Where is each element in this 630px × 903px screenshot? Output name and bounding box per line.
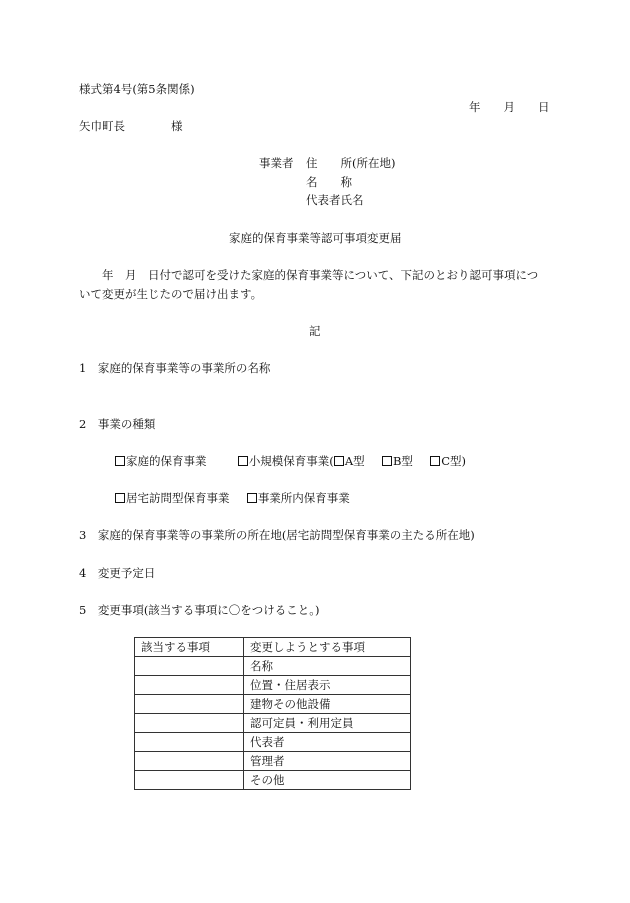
table-row bbox=[135, 733, 411, 752]
table-row bbox=[135, 752, 411, 771]
applicant-name-label: 名 称 bbox=[306, 175, 352, 189]
table-row bbox=[135, 714, 411, 733]
table-header-row bbox=[135, 638, 411, 657]
item-cell: その他 bbox=[244, 771, 411, 790]
label-type-a: A型 bbox=[344, 454, 365, 468]
item-cell: 建物その他設備 bbox=[244, 695, 411, 714]
applicable-cell[interactable] bbox=[135, 771, 244, 790]
section-5: 5 変更事項(該当する事項に〇をつけること。) bbox=[79, 603, 320, 617]
intro-line-1: 年 月 日付で認可を受けた家庭的保育事業等について、下記のとおり認可事項につ bbox=[102, 268, 539, 282]
table-row bbox=[135, 676, 411, 695]
applicable-cell[interactable] bbox=[135, 695, 244, 714]
applicable-cell[interactable] bbox=[135, 752, 244, 771]
applicable-cell[interactable] bbox=[135, 657, 244, 676]
item-cell: 認可定員・利用定員 bbox=[244, 714, 411, 733]
label-type-b: B型 bbox=[392, 454, 413, 468]
checkbox-type-c[interactable] bbox=[430, 456, 440, 466]
label-on-site: 事業所内保育事業 bbox=[257, 491, 350, 505]
intro-line-2: いて変更が生じたので届け出ます。 bbox=[79, 287, 263, 301]
item-cell: 管理者 bbox=[244, 752, 411, 771]
section-2: 2 事業の種類 bbox=[79, 417, 156, 431]
recipient: 矢巾町長 様 bbox=[79, 119, 183, 133]
table-row bbox=[135, 771, 411, 790]
applicant-representative-label: 代表者氏名 bbox=[306, 193, 364, 207]
change-items-table bbox=[134, 637, 411, 790]
applicable-cell[interactable] bbox=[135, 676, 244, 695]
table-row bbox=[135, 657, 411, 676]
label-home-based: 家庭的保育事業 bbox=[126, 454, 207, 468]
applicable-cell[interactable] bbox=[135, 714, 244, 733]
document-title: 家庭的保育事業等認可事項変更届 bbox=[229, 231, 402, 245]
checkbox-home-based[interactable] bbox=[115, 456, 125, 466]
section-1: 1 家庭的保育事業等の事業所の名称 bbox=[79, 361, 271, 375]
applicant-address-label: 住 所(所在地) bbox=[306, 156, 396, 170]
label-small-scale: 小規模保育事業( bbox=[248, 454, 334, 468]
section-4: 4 変更予定日 bbox=[79, 566, 156, 580]
label-type-c: C型 bbox=[441, 454, 462, 468]
checkbox-on-site[interactable] bbox=[247, 493, 257, 503]
checkbox-small-scale[interactable] bbox=[238, 456, 248, 466]
form-number: 様式第4号(第5条関係) bbox=[79, 82, 195, 96]
checkbox-type-b[interactable] bbox=[382, 456, 392, 466]
item-cell: 位置・住居表示 bbox=[244, 676, 411, 695]
label-home-visit: 居宅訪問型保育事業 bbox=[126, 491, 230, 505]
business-type-row-2 bbox=[115, 491, 350, 505]
header-applicable: 該当する事項 bbox=[135, 638, 244, 657]
section-3: 3 家庭的保育事業等の事業所の所在地(居宅訪問型保育事業の主たる所在地) bbox=[79, 528, 475, 542]
header-item: 変更しようとする事項 bbox=[244, 638, 411, 657]
applicant-heading: 事業者 bbox=[259, 156, 294, 170]
applicable-cell[interactable] bbox=[135, 733, 244, 752]
checkbox-home-visit[interactable] bbox=[115, 493, 125, 503]
date-line: 年 月 日 bbox=[469, 100, 550, 114]
ki-heading: 記 bbox=[309, 324, 321, 338]
table-row bbox=[135, 695, 411, 714]
item-cell: 名称 bbox=[244, 657, 411, 676]
item-cell: 代表者 bbox=[244, 733, 411, 752]
checkbox-type-a[interactable] bbox=[334, 456, 344, 466]
close-paren: ) bbox=[461, 454, 467, 468]
business-type-row-1 bbox=[115, 454, 466, 468]
